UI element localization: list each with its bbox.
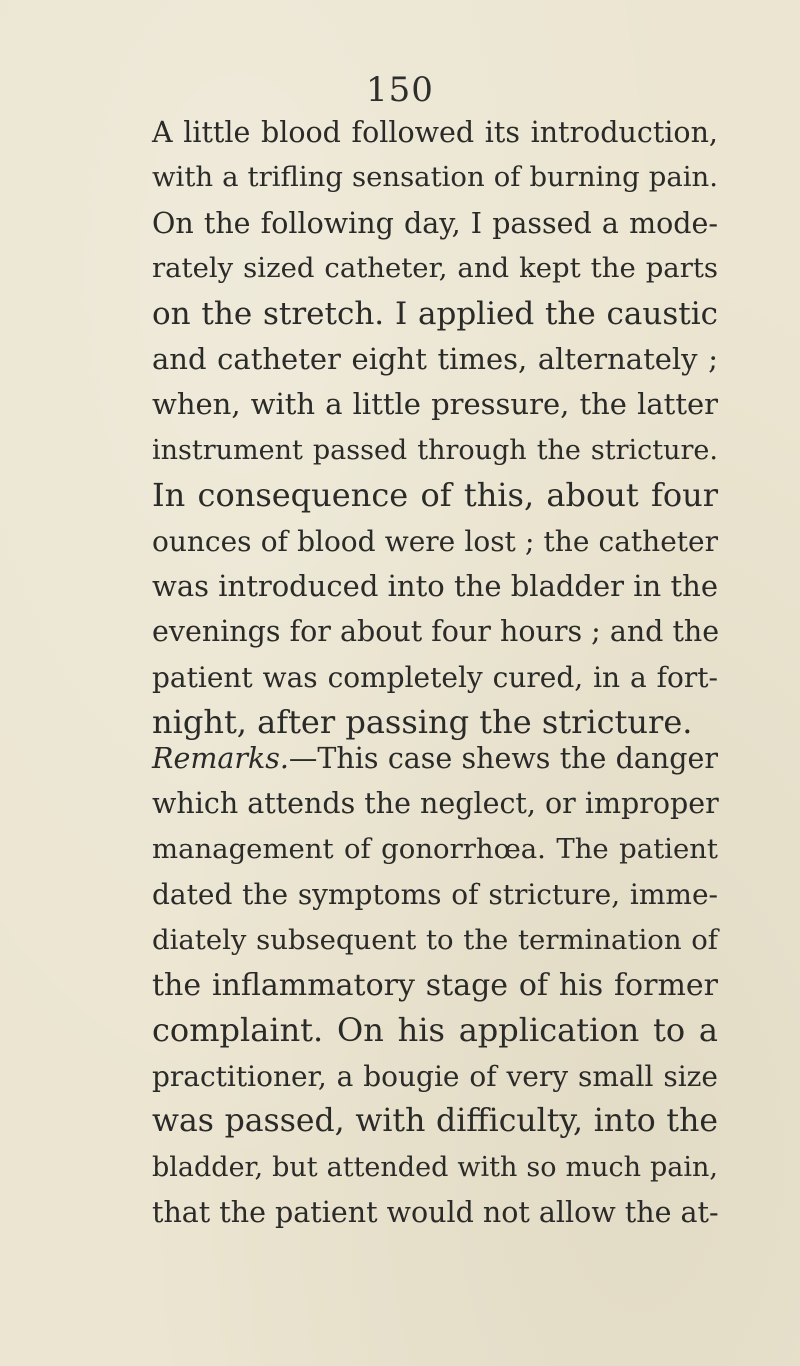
text-line-remarks <box>152 736 718 781</box>
text-line: was passed, with difficulty, into the <box>152 1103 718 1140</box>
text-line: A little blood followed its introduction, <box>152 116 718 149</box>
paragraph-2 <box>152 736 718 1235</box>
text-line: patient was completely cured, in a fort- <box>152 660 718 694</box>
text-line: complaint. On his application to a <box>152 1011 718 1050</box>
text-line: the inflammatory stage of his former <box>152 967 718 1003</box>
text-line: On the following day, I passed a mode- <box>152 206 718 240</box>
text-line: that the patient would not allow the at- <box>152 1195 719 1229</box>
remarks-heading: Remarks. <box>152 742 289 775</box>
text-line: when, with a little pressure, the latter <box>152 387 718 422</box>
text-line: with a trifling sensation of burning pain. <box>152 161 718 194</box>
text-line: was introduced into the bladder in the <box>152 568 718 603</box>
text-line: ounces of blood were lost ; the catheter <box>152 524 718 558</box>
text-line: bladder, but attended with so much pain, <box>152 1151 718 1183</box>
text-line: which attends the neglect, or improper <box>152 787 719 821</box>
page-number: 150 <box>366 70 434 110</box>
text-line: instrument passed through the stricture. <box>152 434 718 466</box>
text-line: on the stretch. I applied the caustic <box>152 295 718 332</box>
text-line: practitioner, a bougie of very small size <box>152 1059 718 1093</box>
text-line: and catheter eight times, alternately ; <box>152 341 718 376</box>
paragraph-1 <box>152 110 718 745</box>
text-line: night, after passing the stricture. <box>152 703 693 742</box>
text-line: dated the symptoms of stricture, imme- <box>152 878 718 912</box>
text-line: In consequence of this, about four <box>152 476 718 515</box>
text-line: rately sized catheter, and kept the parts <box>152 252 718 285</box>
text-line: diately subsequent to the termination of <box>152 923 718 956</box>
text-line: evenings for about four hours ; and the <box>152 615 720 649</box>
remarks-lead-text: —This case shews the danger <box>288 742 718 775</box>
text-line: management of gonorrhœa. The patient <box>152 832 718 865</box>
